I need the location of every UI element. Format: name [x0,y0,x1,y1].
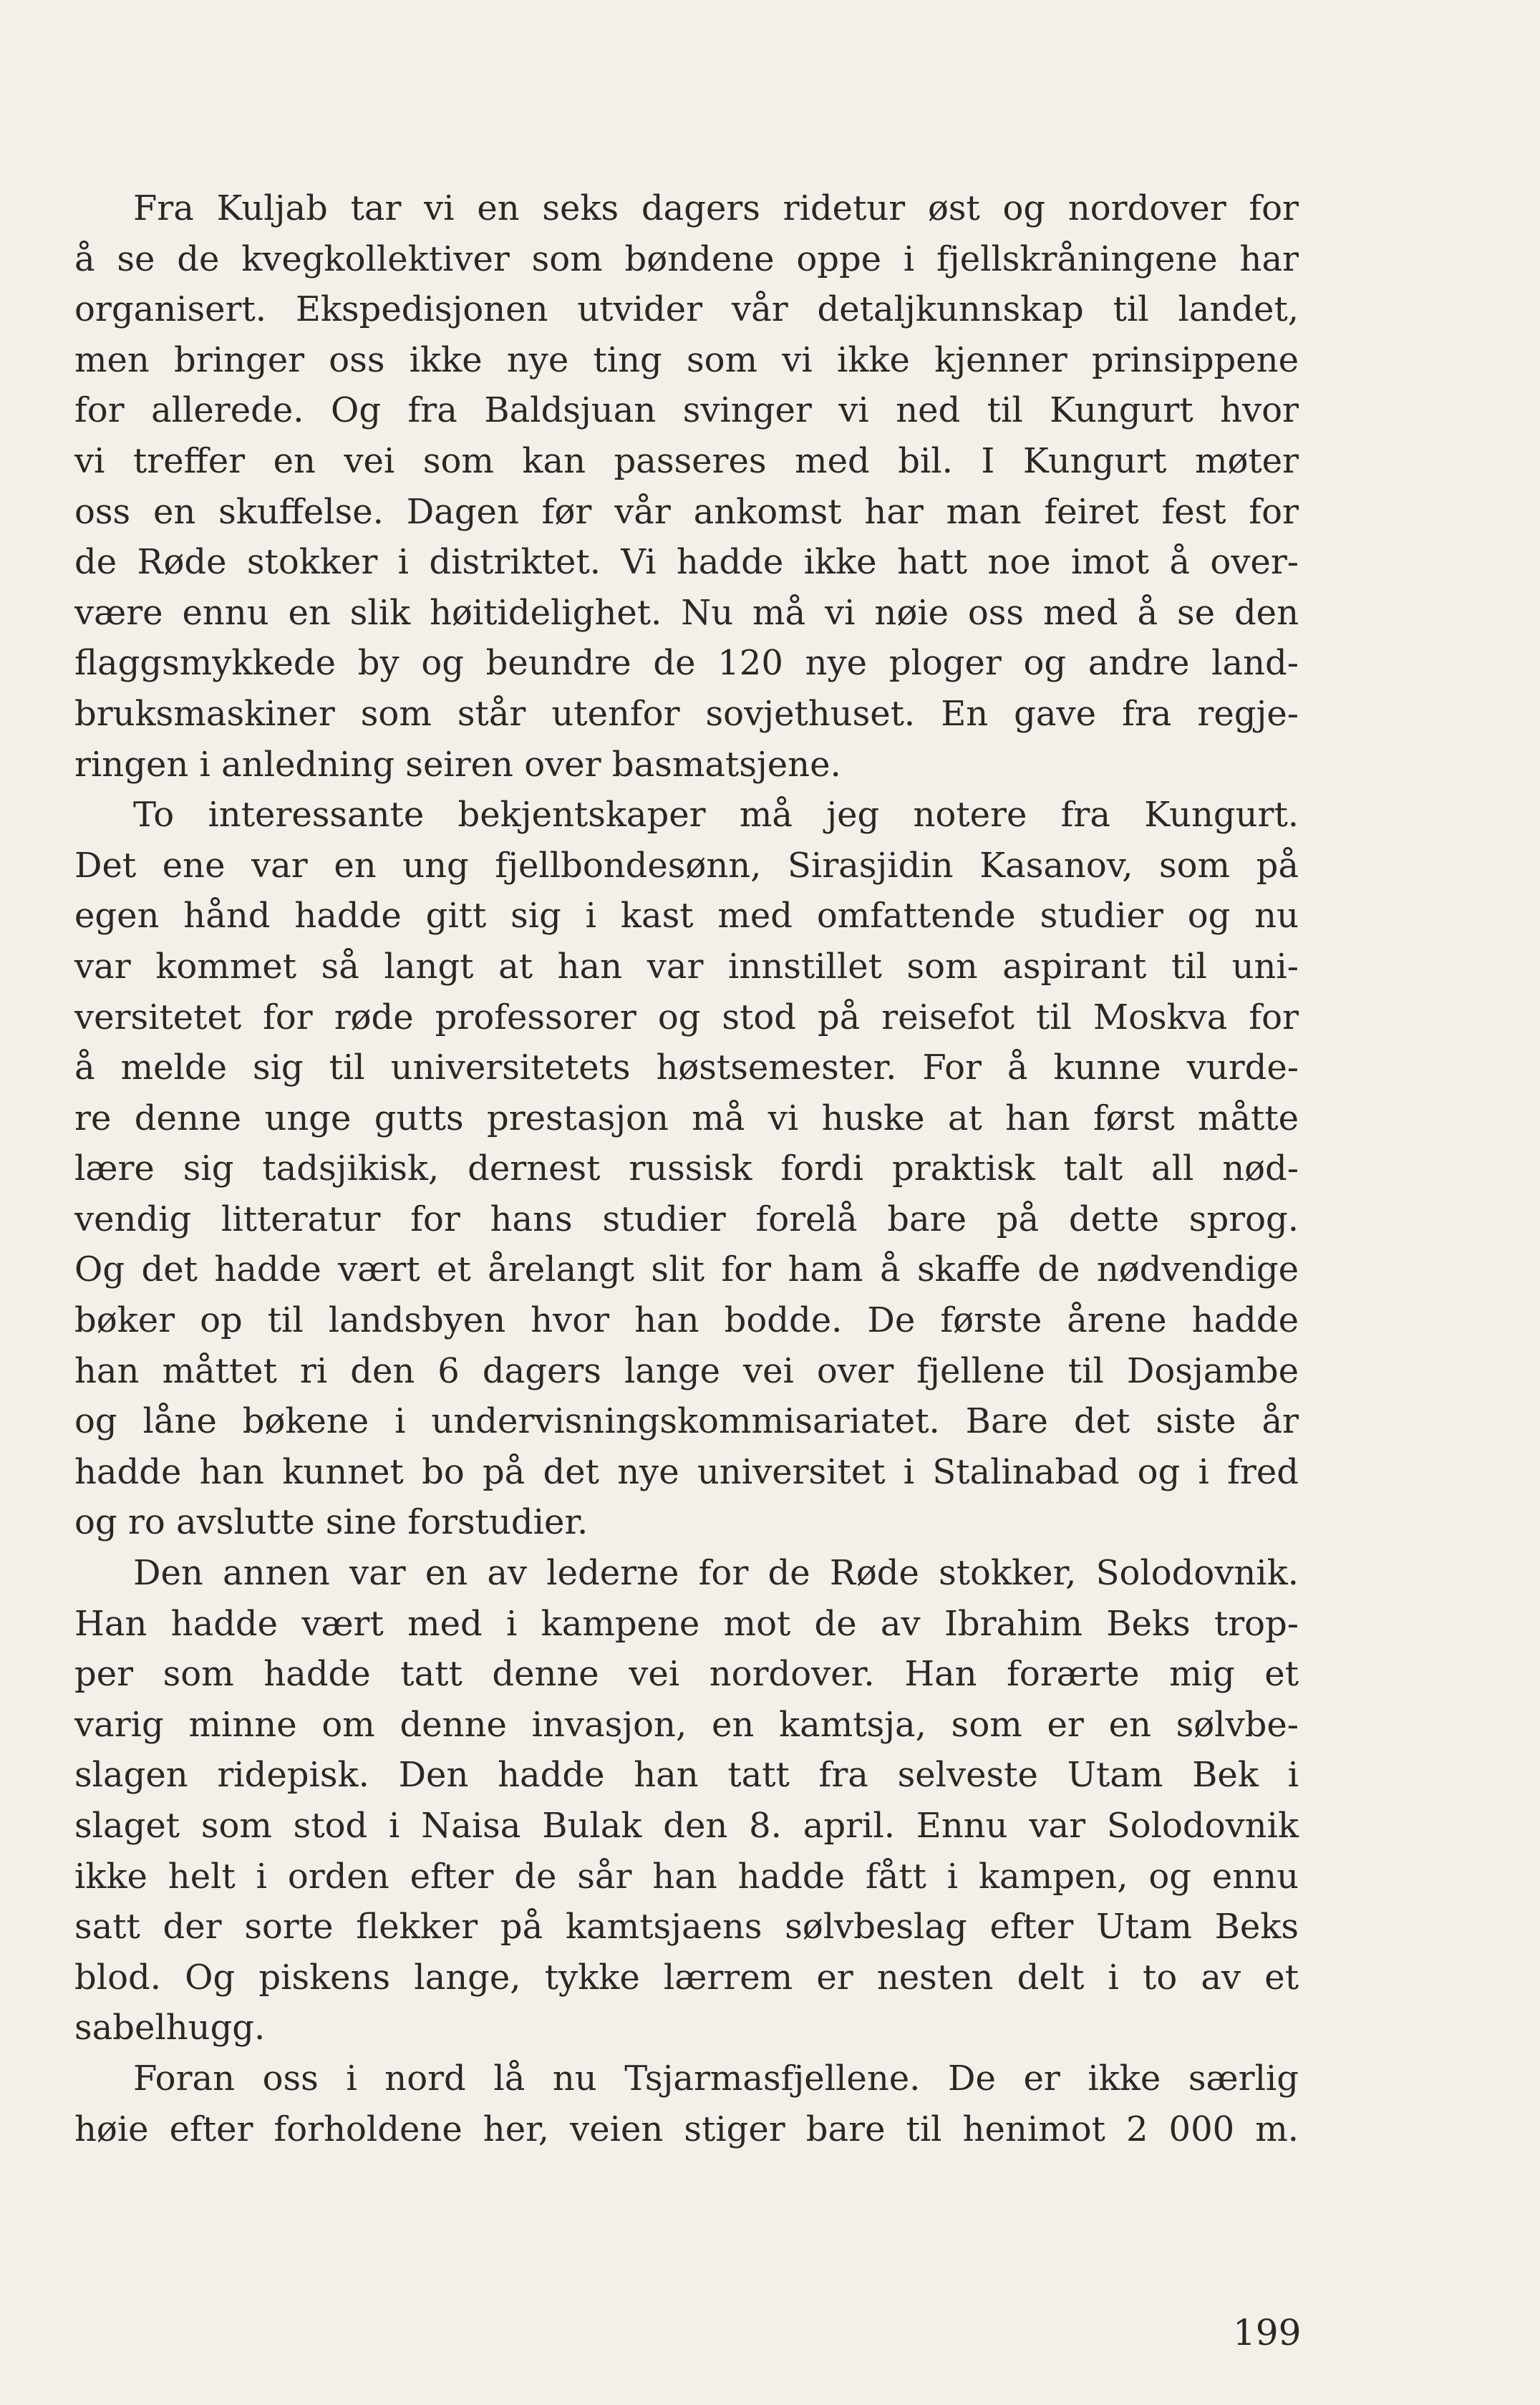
text-line: versitetet for røde professorer og stod på reisefot til Moskva for [74,997,1299,1037]
text-line: bøker op til landsbyen hvor han bodde. De første årene hadde [74,1300,1299,1341]
text-line: men bringer oss ikke nye ting som vi ikke kjenner prinsippene [74,339,1299,380]
text-line: å se de kvegkollektiver som bøndene oppe i fjellskråningene har [74,238,1299,279]
text-line: Fra Kuljab tar vi en seks dagers ridetur øst og nordover for [133,188,1299,228]
body-text [74,183,1299,2154]
text-line: Den annen var en av lederne for de Røde stokker, Solodovnik. [133,1553,1299,1594]
text-line: ringen i anledning seiren over basmatsjene. [74,744,841,785]
text-line: vendig litteratur for hans studier forelå bare på dette sprog. [74,1199,1299,1239]
text-line: varig minne om denne invasjon, en kamtsja, som er en sølvbe- [74,1704,1299,1745]
text-line: Han hadde vært med i kampene mot de av Ibrahim Beks trop- [74,1603,1299,1644]
text-line: Og det hadde vært et årelangt slit for ham å skaffe de nødvendige [74,1249,1299,1290]
page-number: 199 [1233,2312,1302,2353]
text-line: hadde han kunnet bo på det nye universitet i Stalinabad og i fred [74,1451,1299,1492]
text-line: ikke helt i orden efter de sår han hadde fått i kampen, og ennu [74,1856,1299,1897]
text-line: bruksmaskiner som står utenfor sovjethuset. En gave fra regje- [74,693,1299,734]
text-line: han måttet ri den 6 dagers lange vei over fjellene til Dosjambe [74,1350,1299,1391]
text-line: og låne bøkene i undervisningskommisariatet. Bare det siste år [74,1401,1299,1442]
text-line: egen hånd hadde gitt sig i kast med omfattende studier og nu [74,896,1299,937]
text-line: og ro avslutte sine forstudier. [74,1502,589,1543]
text-line: Foran oss i nord lå nu Tsjarmasfjellene. De er ikke særlig [133,2058,1299,2099]
text-line: satt der sorte flekker på kamtsjaens sølvbeslag efter Utam Beks [74,1907,1299,1947]
text-line: for allerede. Og fra Baldsjuan svinger vi ned til Kungurt hvor [74,390,1299,431]
text-line: Det ene var en ung fjellbondesønn, Sirasjidin Kasanov, som på [74,845,1299,886]
text-line: blod. Og piskens lange, tykke lærrem er nesten delt i to av et [74,1957,1299,1998]
text-line: slaget som stod i Naisa Bulak den 8. april. Ennu var Solodovnik [74,1806,1299,1846]
text-line: å melde sig til universitetets høstsemester. For å kunne vurde- [74,1047,1299,1088]
text-line: lære sig tadsjikisk, dernest russisk fordi praktisk talt all nød- [74,1148,1299,1189]
text-line: være ennu en slik høitidelighet. Nu må vi nøie oss med å se den [74,592,1299,633]
text-line: slagen ridepisk. Den hadde han tatt fra selveste Utam Bek i [74,1755,1299,1796]
text-line: re denne unge gutts prestasjon må vi huske at han først måtte [74,1098,1299,1138]
text-line: To interessante bekjentskaper må jeg notere fra Kungurt. [133,795,1299,836]
text-line: var kommet så langt at han var innstillet som aspirant til uni- [74,946,1299,987]
text-line: sabelhugg. [74,2008,266,2048]
text-line: flaggsmykkede by og beundre de 120 nye ploger og andre land- [74,643,1299,684]
text-line: høie efter forholdene her, veien stiger bare til henimot 2 000 m. [74,2109,1299,2149]
text-line: per som hadde tatt denne vei nordover. Han forærte mig et [74,1654,1299,1695]
text-line: de Røde stokker i distriktet. Vi hadde ikke hatt noe imot å over- [74,542,1299,583]
text-line: vi treffer en vei som kan passeres med bil. I Kungurt møter [74,440,1299,481]
text-line: organisert. Ekspedisjonen utvider vår detaljkunnskap til landet, [74,289,1299,330]
text-line: oss en skuffelse. Dagen før vår ankomst har man feiret fest for [74,491,1299,532]
